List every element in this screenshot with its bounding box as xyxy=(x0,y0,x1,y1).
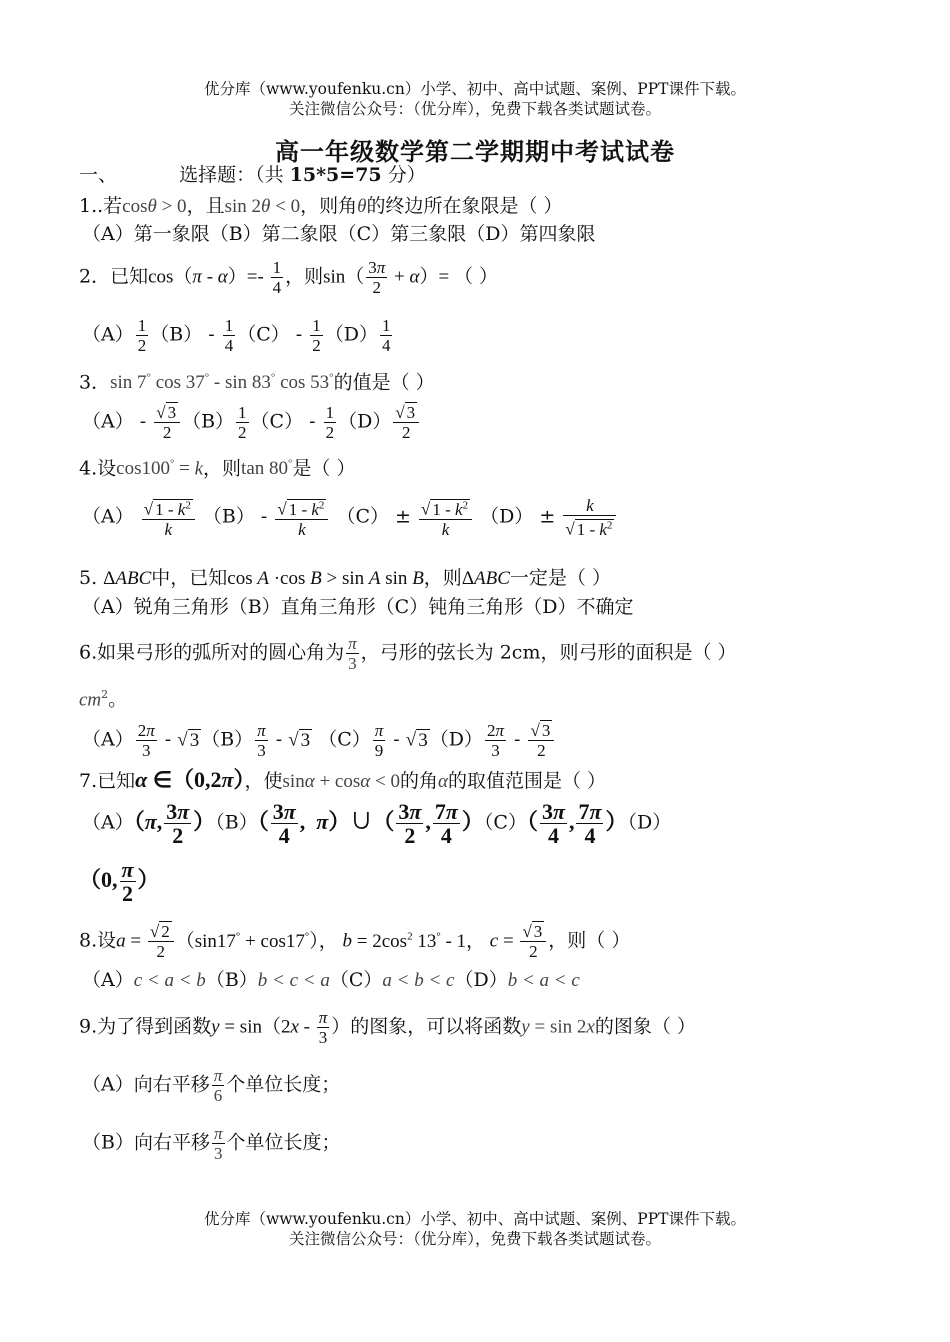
question-7-stem: 7.已知α ∈（0,2π），使sinα + cosα < 0的角α的取值范围是（ ） xyxy=(79,767,606,792)
question-4-stem: 4.设cos100° = k，则tan 80°是（ ） xyxy=(79,457,356,480)
header-line-1: 优分库（www.youfenku.cn）小学、初中、高中试题、案例、PPT课件下载。 xyxy=(203,80,747,98)
section-heading xyxy=(79,163,426,187)
section-score: 15*5=75 xyxy=(289,164,382,186)
question-6-stem: 6.如果弓形的弧所对的圆心角为 $\frac{\pi}{3}$ ，弓形的弦长为 2cm，则弓形的面积是（ ） xyxy=(79,634,737,673)
question-1-stem: 1..若cosθ > 0，且sin 2θ < 0，则角θ的终边所在象限是（ ） xyxy=(79,195,563,217)
footer-line-1: 优分库（www.youfenku.cn）小学、初中、高中试题、案例、PPT课件下载。 xyxy=(203,1210,747,1228)
question-7-options: （A）（π, $\frac{3\pi}{2}$ ）（B）（ $\frac{3\pi}{4}$ , π）∪（ $\frac{3\pi}{2}$ , $\frac{7\pi}{4}$ ）（C）（ $\frac{3\pi}{4}$ , $\frac{7\pi}{4}$ ）（D） xyxy=(82,799,672,848)
question-2-stem: 2．已知cos（π - α）=- $\frac{1}{4}$ ，则sin（ $\frac{3\pi}{2}$ + α）= （ ） xyxy=(79,258,499,297)
question-7-option-d-value: （0, $\frac{\pi}{2}$ ） xyxy=(79,857,160,906)
question-2-options: （A） $\frac{1}{2}$ （B） - $\frac{1}{4}$ （C） - $\frac{1}{2}$ （D） $\frac{1}{4}$ xyxy=(82,316,391,355)
question-9-option-a: （A）向右平移 $\frac{\pi}{6}$ 个单位长度； xyxy=(82,1066,341,1105)
header-line-2: 关注微信公众号：（优分库），免费下载各类试题试卷。 xyxy=(288,100,661,118)
question-5-stem: 5. ΔABC中，已知cos A ·cos B > sin A sin B，则ΔABC一定是（ ） xyxy=(79,567,611,589)
question-9-option-b: （B）向右平移 $\frac{\pi}{3}$ 个单位长度； xyxy=(82,1124,341,1163)
question-5-options: （A）锐角三角形（B）直角三角形（C）钝角三角形（D）不确定 xyxy=(82,596,634,618)
footer-line-2: 关注微信公众号：（优分库），免费下载各类试题试卷。 xyxy=(288,1230,661,1248)
question-6-options: （A） $\frac{2\pi}{3}$ - √ 3 （B） $\frac{\pi}{3}$ - √ 3 （C） $\frac{\pi}{9}$ - √ 3 （D） $\frac{2\pi}{3}$ - $\frac{√ 3}{2}$ xyxy=(82,721,556,760)
question-4-options: （A） $\frac{√ 1 - k^2}{k}$ （B） - $\frac{√ 1 - k^2}{k}$ （C） ± $\frac{√ 1 - k^2}{k}$ （D） ± $\frac{k}{√ 1 - k^2}$ xyxy=(82,496,618,539)
question-3-options: （A） - $\frac{√ 3}{2}$ （B） $\frac{1}{2}$ （C） - $\frac{1}{2}$ （D） $\frac{√ 3}{2}$ xyxy=(82,403,421,442)
question-8-options: （A）c < a < b（B）b < c < a（C）a < b < c（D）b < a < c xyxy=(82,969,580,991)
section-suffix: 分） xyxy=(387,164,426,186)
page-title: 高一年级数学第二学期期中考试试卷 xyxy=(275,137,675,166)
section-number: 一、 xyxy=(79,164,118,186)
question-9-stem: 9.为了得到函数y = sin（2x - $\frac{\pi}{3}$ ）的图象，可以将函数y = sin 2x的图象（ ） xyxy=(79,1008,696,1047)
question-6-unit: $cm^2$。 xyxy=(79,688,128,711)
section-label: 选择题：（共 xyxy=(179,164,284,186)
question-3-stem: 3．sin 7° cos 37° - sin 83° cos 53°的值是（ ） xyxy=(79,371,435,394)
question-8-stem: 8.设a = $\frac{√ 2}{2}$ （sin17° + cos17°）， $b = 2\cos^2$ 13° - 1， c = $\frac{√ 3}{2}$ ，则（ ） xyxy=(79,922,631,961)
question-1-options: （A）第一象限（B）第二象限（C）第三象限（D）第四象限 xyxy=(82,223,596,245)
